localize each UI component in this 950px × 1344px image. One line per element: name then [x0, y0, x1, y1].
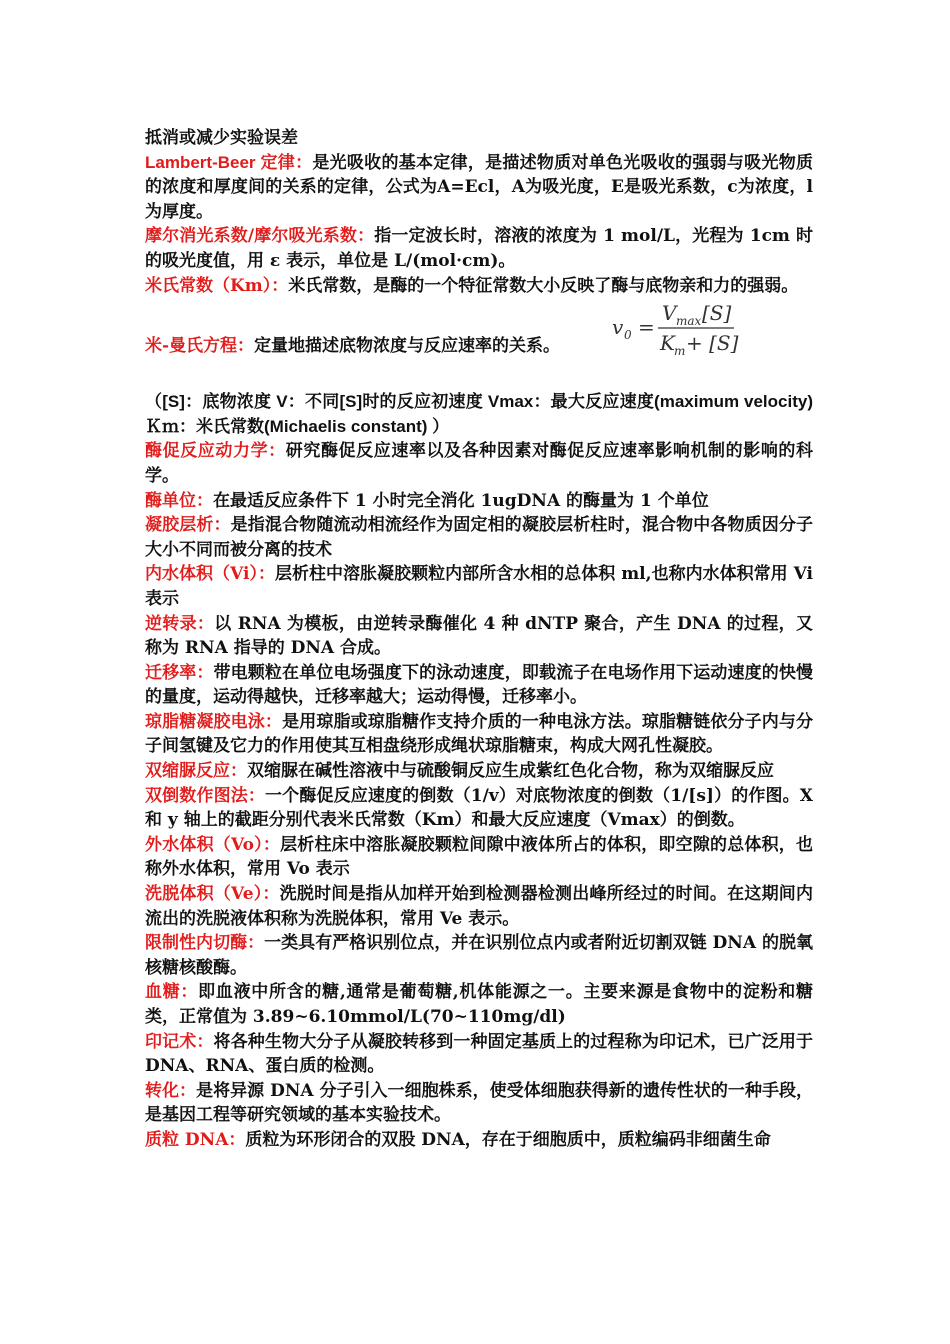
- definition: 米氏常数，是酶的一个特征常数大小反映了酶与底物亲和力的强弱。: [288, 275, 799, 296]
- term-label: 迁移率：: [145, 662, 214, 683]
- definition: 研究酶促反应速率以及各种因素对酶促反应速率影响机制的影响的科学。: [145, 441, 814, 486]
- term-label: 外水体积（Vo）：: [145, 834, 281, 855]
- entry-mobility: [145, 661, 813, 710]
- entry-michaelis-constant: [145, 274, 813, 299]
- definition: 层析柱中溶胀凝胶颗粒内部所含水相的总体积 ml,也称内水体积常用 Vi 表示: [145, 564, 813, 609]
- term-label: 限制性内切酶：: [145, 933, 265, 954]
- entry-reverse-transcription: [145, 612, 813, 661]
- term-label: 印记术：: [145, 1031, 214, 1052]
- entry-gel-chromatography: [145, 513, 813, 562]
- term-label: Lambert-Beer 定律：: [145, 152, 313, 172]
- definition: 一类具有严格识别位点，并在识别位点内或者附近切割双链 DNA 的脱氧核糖核酸酶。: [145, 933, 814, 978]
- term-label: 逆转录：: [145, 613, 215, 634]
- formula-lhs: v: [612, 315, 624, 340]
- mm-equation-row: [145, 302, 813, 366]
- michaelis-menten-formula: [610, 296, 740, 360]
- term-label: 酶单位：: [145, 490, 213, 511]
- entry-blotting: [145, 1030, 813, 1079]
- entry-biuret-reaction: [145, 759, 813, 784]
- definition: 是指混合物随流动相流经作为固定相的凝胶层析柱时，混合物中各物质因分子大小不同而被分离的技术: [145, 515, 814, 560]
- definition: 洗脱时间是指从加样开始到检测器检测出峰所经过的时间。在这期间内流出的洗脱液体积称为洗脱体积，常用 Ve 表示。: [145, 884, 813, 929]
- formula-numerator-sub: max: [676, 314, 702, 329]
- definition: 一个酶促反应速度的倒数（1/v）对底物浓度的倒数（1/[s]）的作图。X 和 y 轴上的截距分别代表米氏常数（Km）和最大反应速度（Vmax）的倒数。: [145, 785, 813, 831]
- document-page: [145, 126, 813, 1153]
- entry-michaelis-menten: [145, 334, 560, 359]
- blank-line: [145, 366, 813, 390]
- entry-elution-volume: [145, 882, 813, 931]
- term-label: 洗脱体积（Ve）：: [145, 884, 280, 905]
- entry-molar-absorptivity: [145, 224, 813, 273]
- term-label: 琼脂糖凝胶电泳：: [145, 711, 283, 732]
- definition: 以 RNA 为模板，由逆转录酶催化 4 种 dNTP 聚合，产生 DNA 的过程，又称为 RNA 指导的 DNA 合成。: [145, 613, 813, 659]
- entry-transformation: [145, 1079, 813, 1128]
- formula-numerator: V: [662, 301, 677, 326]
- entry-plasmid-dna: [145, 1128, 813, 1153]
- definition: 质粒为环形闭合的双股 DNA，存在于细胞质中，质粒编码非细菌生命: [245, 1129, 771, 1150]
- definition: 定量地描述底物浓度与反应速率的关系。: [254, 335, 561, 356]
- formula-denominator: K: [660, 331, 675, 356]
- entry-double-reciprocal: [145, 784, 813, 833]
- intro-line: 抵消或减少实验误差: [145, 128, 298, 148]
- term-label: 米氏常数（Km）：: [145, 275, 289, 296]
- entry-inner-volume: [145, 562, 813, 611]
- entry-restriction-enzyme: [145, 931, 813, 980]
- entry-blood-glucose: [145, 980, 813, 1029]
- definition: 即血液中所含的糖,通常是葡萄糖,机体能源之一。主要来源是食物中的淀粉和糖类，正常值为 3.89~6.10mmol/L(70~110mg/dl): [145, 982, 814, 1027]
- formula-equals: =: [638, 315, 655, 340]
- entry-enzyme-unit: [145, 489, 813, 514]
- term-label: 双缩脲反应：: [145, 761, 247, 782]
- definition: 带电颗粒在单位电场强度下的泳动速度，即载流子在电场作用下运动速度的快慢的量度，运动得越快，迁移率越大；运动得慢，迁移率小。: [145, 662, 814, 708]
- term-label: 米-曼氏方程：: [145, 335, 255, 356]
- definition: 将各种生物大分子从凝胶转移到一种固定基质上的过程称为印记术，已广泛用于 DNA、RNA、蛋白质的检测。: [145, 1031, 814, 1077]
- term-label: 凝胶层析：: [145, 515, 231, 536]
- definition: 是将异源 DNA 分子引入一细胞株系，使受体细胞获得新的遗传性状的一种手段，是基因工程等研究领域的基本实验技术。: [145, 1080, 814, 1126]
- term-label: 质粒 DNA：: [145, 1129, 246, 1150]
- definition: 双缩脲在碱性溶液中与硫酸铜反应生成紫红色化合物，称为双缩脲反应: [247, 761, 774, 782]
- definition: 指一定波长时，溶液的浓度为 1 mol/L，光程为 1cm 时的吸光度值，用 ε 表示，单位是 L/(mol·cm)。: [145, 226, 813, 271]
- term-label: 转化：: [145, 1080, 197, 1101]
- definition: 是用琼脂或琼脂糖作支持介质的一种电泳方法。琼脂糖链依分子内与分子间氢键及它力的作用使其互相盘绕形成绳状琼脂糖束，构成大网孔性凝胶。: [145, 711, 814, 757]
- definition: 是光吸收的基本定律，是描述物质对单色光吸收的强弱与吸光物质的浓度和厚度间的关系的定律，公式为A=Ecl，A为吸光度，E是吸光系数，c为浓度，l为厚度。: [145, 152, 814, 222]
- formula-lhs-sub: 0: [624, 328, 632, 343]
- formula-numerator-tail: [S]: [702, 301, 732, 326]
- entry-enzyme-kinetics: [145, 439, 813, 488]
- formula-denominator-tail: + [S]: [686, 331, 739, 356]
- entry-mm-notation: （[S]：底物浓度 V：不同[S]时的反应初速度 Vmax：最大反应速度(maximum velocity) Ｋｍ：米氏常数(Michaelis constant) ）: [145, 392, 813, 436]
- term-label: 血糖：: [145, 982, 199, 1003]
- term-label: 双倒数作图法：: [145, 785, 266, 806]
- definition: 在最适反应条件下 1 小时完全消化 1ugDNA 的酶量为 1 个单位: [213, 490, 709, 511]
- term-label: 内水体积（Vi）：: [145, 564, 275, 585]
- formula-denominator-sub: m: [674, 344, 686, 359]
- entry-agarose-electrophoresis: [145, 710, 813, 759]
- definition: 层析柱床中溶胀凝胶颗粒间隙中液体所占的体积，即空隙的总体积，也称外水体积，常用 Vo 表示: [145, 834, 814, 880]
- term-label: 摩尔消光系数/摩尔吸光系数：: [145, 226, 375, 247]
- entry-lambert-beer: [145, 151, 813, 225]
- entry-outer-volume: [145, 833, 813, 882]
- term-label: 酶促反应动力学：: [145, 441, 286, 462]
